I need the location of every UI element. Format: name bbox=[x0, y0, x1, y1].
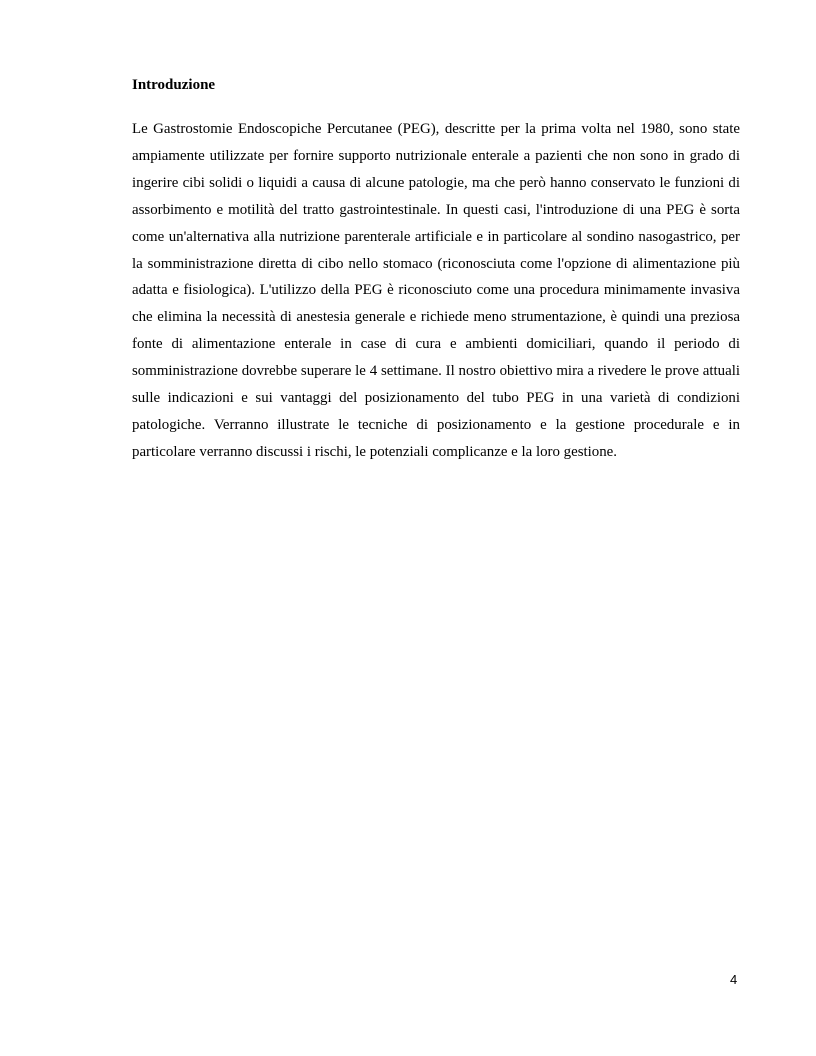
section-heading: Introduzione bbox=[132, 77, 216, 93]
body-paragraph: Le Gastrostomie Endoscopiche Percutanee (PEG), descritte per la prima volta nel 1980, sono state ampiamente utilizzate per fornire supporto nutrizionale enterale a pazienti che non sono in grado di ingerire cibi solidi o liquidi a causa di alcune patologie, ma che però hanno conservato le funzioni di assorbimento e motilità del tratto gastrointestinale. In questi casi, l'introduzione di una PEG è sorta come un'alternativa alla nutrizione parenterale artificiale e in particolare al sondino nasogastrico, per la somministrazione diretta di cibo nello stomaco (riconosciuta come l'opzione di alimentazione più adatta e fisiologica). L'utilizzo della PEG è riconosciuto come una procedura minimamente invasiva che elimina la necessità di anestesia generale e richiede meno strumentazione, è quindi una preziosa fonte di alimentazione enterale in case di cura e ambienti domiciliari, quando il periodo di somministrazione dovrebbe superare le 4 settimane. Il nostro obiettivo mira a rivedere le prove attuali sulle indicazioni e sui vantaggi del posizionamento del tubo PEG in una varietà di condizioni patologiche. Verranno illustrate le tecniche di posizionamento e la gestione procedurale e in particolare verranno discussi i rischi, le potenziali complicanze e la loro gestione. bbox=[132, 121, 740, 460]
page-number: 4 bbox=[730, 972, 738, 987]
